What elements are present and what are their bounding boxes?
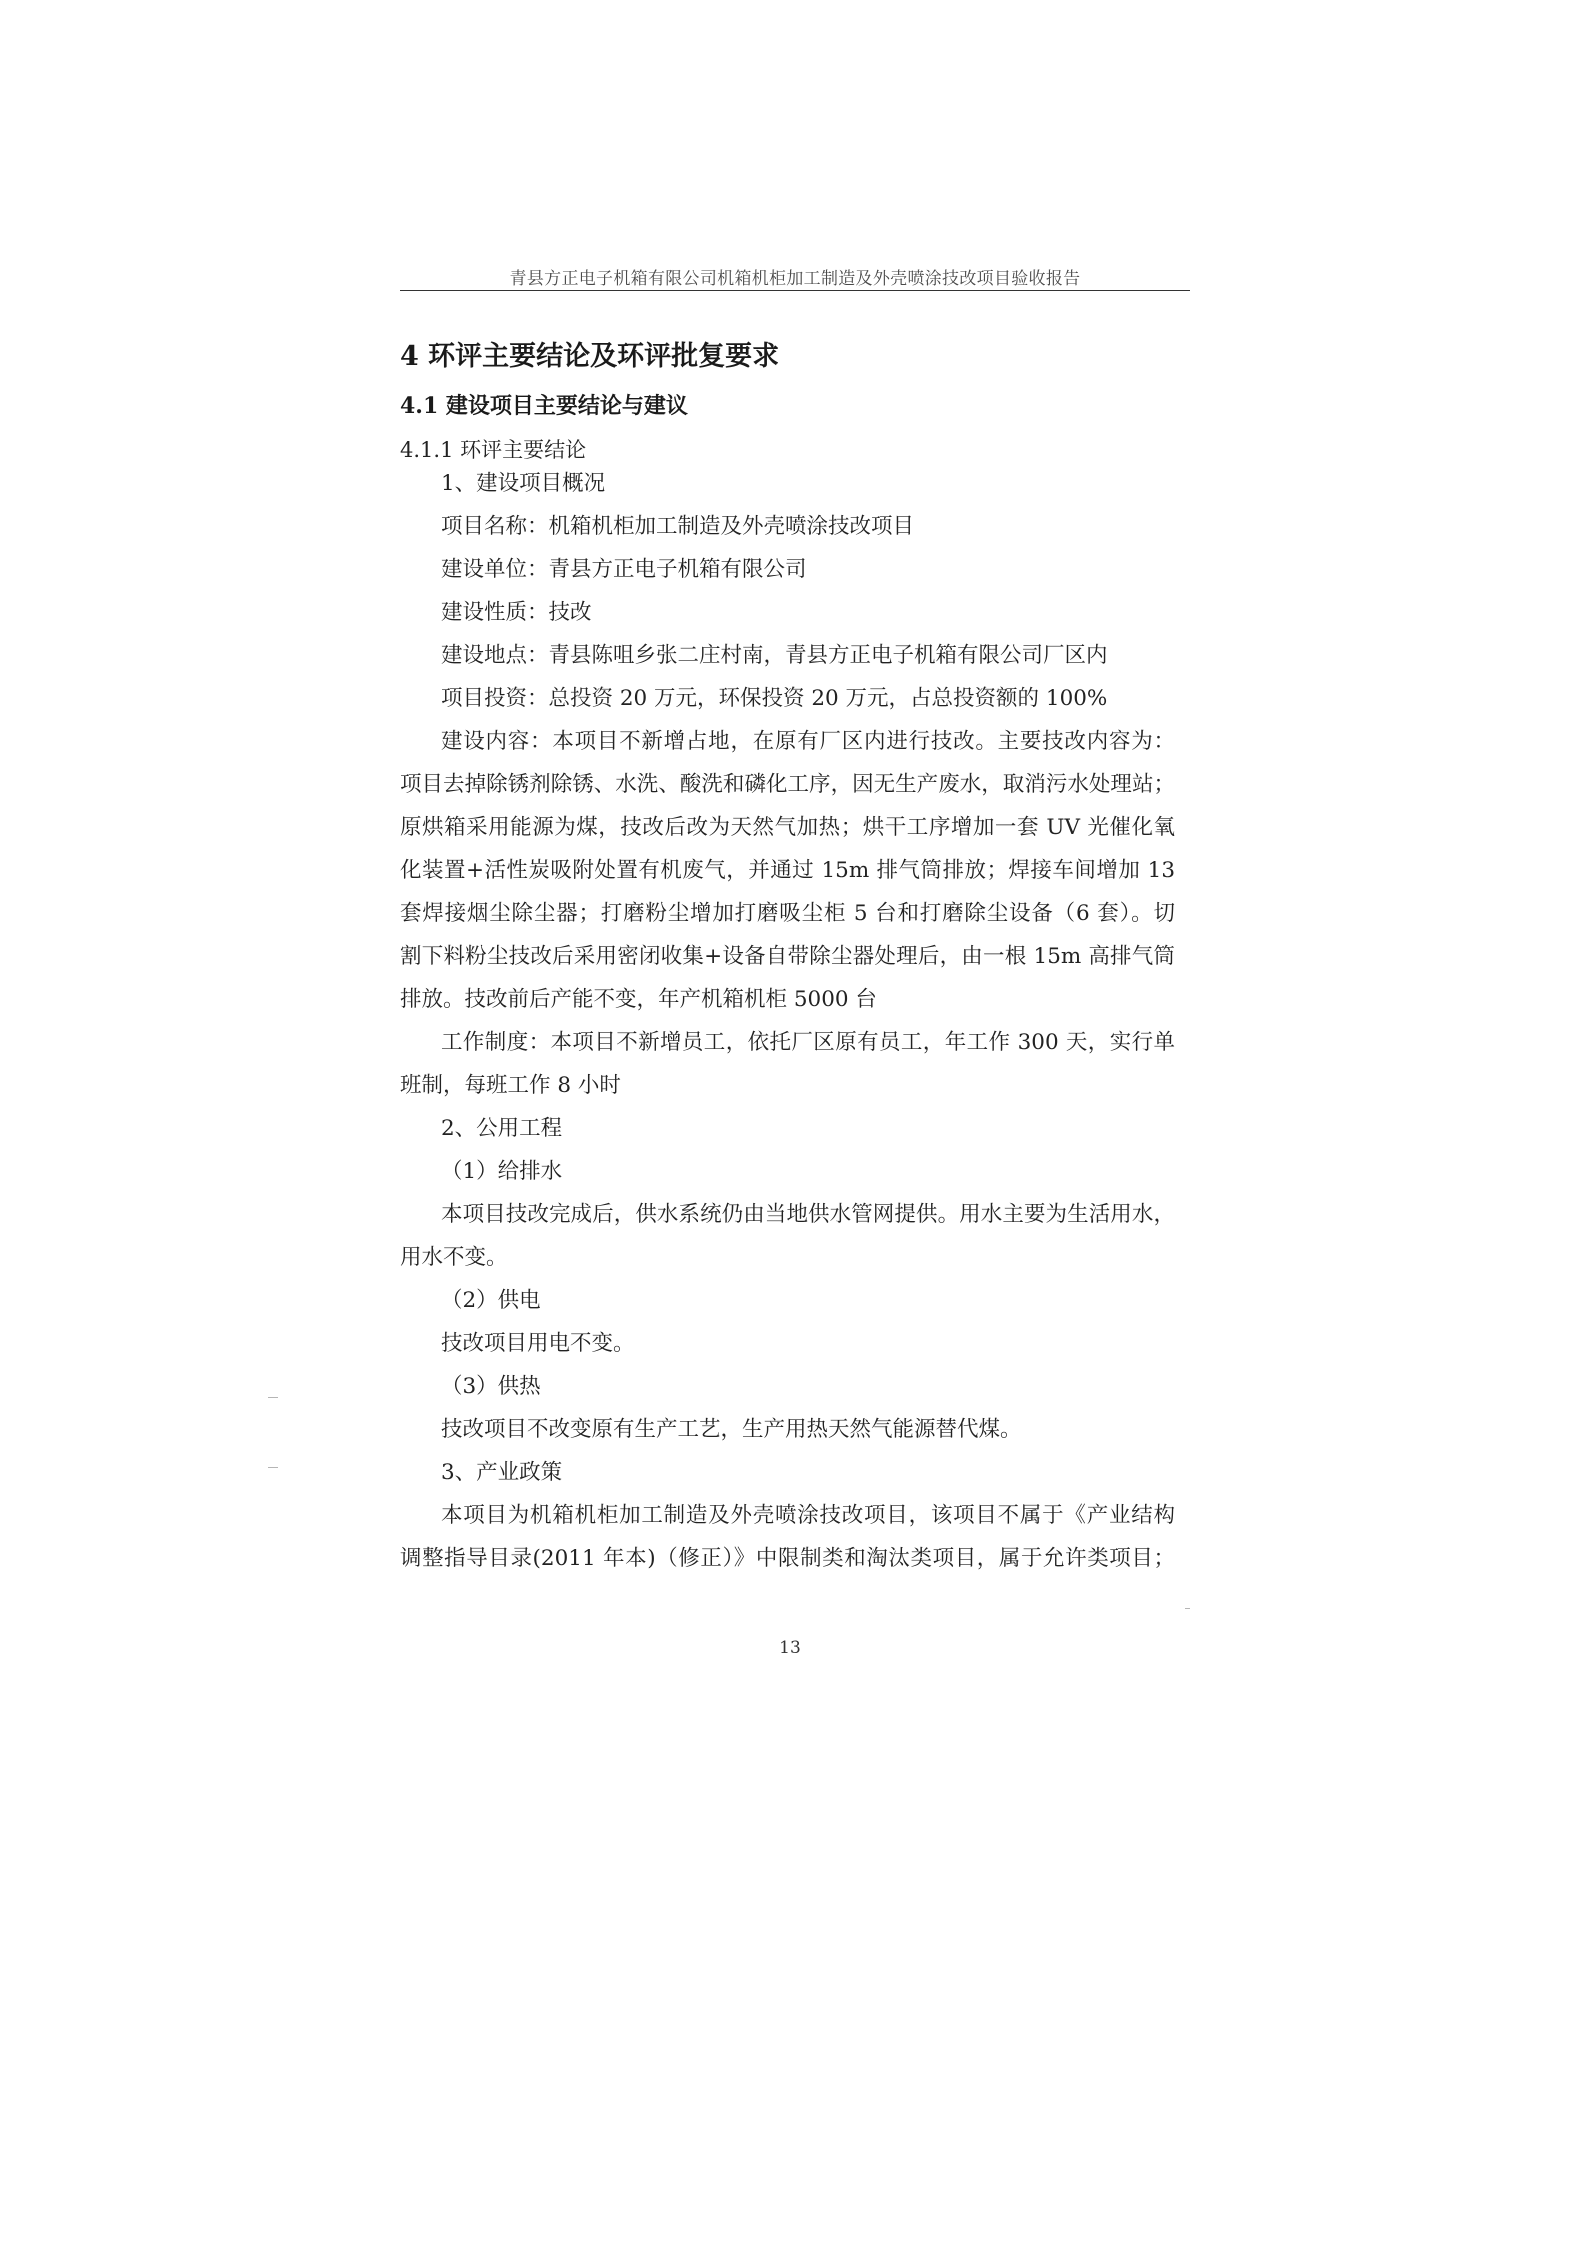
construction-site-line: 建设地点：青县陈咀乡张二庄村南，青县方正电子机箱有限公司厂区内 — [441, 643, 1108, 668]
content-line-3: 原烘箱采用能源为煤，技改后改为天然气加热；烘干工序增加一套 UV 光催化氧 — [400, 815, 1175, 840]
content-line-2: 项目去掉除锈剂除锈、水洗、酸洗和磷化工序，因无生产废水，取消污水处理站； — [400, 772, 1175, 797]
policy-text-line-1: 本项目为机箱机柜加工制造及外壳喷涂技改项目，该项目不属于《产业结构 — [441, 1503, 1175, 1528]
header-rule — [400, 290, 1190, 291]
section-heading-4: 4 环评主要结论及环评批复要求 — [400, 341, 780, 372]
item-3-title: 3、产业政策 — [441, 1460, 563, 1485]
heat-text: 技改项目不改变原有生产工艺，生产用热天然气能源替代煤。 — [441, 1417, 1022, 1442]
section-heading-4-1-1: 4.1.1 环评主要结论 — [400, 438, 587, 462]
construction-nature-line: 建设性质：技改 — [441, 600, 592, 625]
content-line-1: 建设内容：本项目不新增占地，在原有厂区内进行技改。主要技改内容为： — [441, 729, 1175, 754]
scan-artifact-mark — [268, 1467, 278, 1468]
water-title: （1）给排水 — [441, 1159, 563, 1184]
content-line-7: 排放。技改前后产能不变，年产机箱机柜 5000 台 — [400, 987, 877, 1012]
project-name-line: 项目名称：机箱机柜加工制造及外壳喷涂技改项目 — [441, 514, 915, 539]
page-number: 13 — [779, 1638, 801, 1658]
item-1-title: 1、建设项目概况 — [441, 471, 606, 496]
content-line-5: 套焊接烟尘除尘器；打磨粉尘增加打磨吸尘柜 5 台和打磨除尘设备（6 套）。切 — [400, 901, 1175, 926]
heat-title: （3）供热 — [441, 1374, 541, 1399]
work-system-line-1: 工作制度：本项目不新增员工，依托厂区原有员工，年工作 300 天，实行单 — [441, 1030, 1175, 1055]
content-line-6: 割下料粉尘技改后采用密闭收集+设备自带除尘器处理后，由一根 15m 高排气筒 — [400, 944, 1175, 969]
investment-line: 项目投资：总投资 20 万元，环保投资 20 万元，占总投资额的 100% — [441, 686, 1108, 711]
construction-unit-line: 建设单位：青县方正电子机箱有限公司 — [441, 557, 807, 582]
work-system-line-2: 班制，每班工作 8 小时 — [400, 1073, 621, 1098]
running-header: 青县方正电子机箱有限公司机箱机柜加工制造及外壳喷涂技改项目验收报告 — [509, 269, 1081, 289]
item-2-title: 2、公用工程 — [441, 1116, 563, 1141]
content-line-4: 化装置+活性炭吸附处置有机废气，并通过 15m 排气筒排放；焊接车间增加 13 — [400, 858, 1175, 883]
water-text-line-1: 本项目技改完成后，供水系统仍由当地供水管网提供。用水主要为生活用水， — [441, 1202, 1175, 1227]
water-text-line-2: 用水不变。 — [400, 1245, 508, 1270]
section-heading-4-1: 4.1 建设项目主要结论与建议 — [400, 393, 688, 419]
policy-text-line-2: 调整指导目录(2011 年本)（修正）》中限制类和淘汰类项目，属于允许类项目； — [400, 1546, 1175, 1571]
scan-artifact-mark — [268, 1397, 278, 1398]
power-title: （2）供电 — [441, 1288, 541, 1313]
power-text: 技改项目用电不变。 — [441, 1331, 635, 1356]
scan-artifact-mark — [1185, 1608, 1190, 1609]
